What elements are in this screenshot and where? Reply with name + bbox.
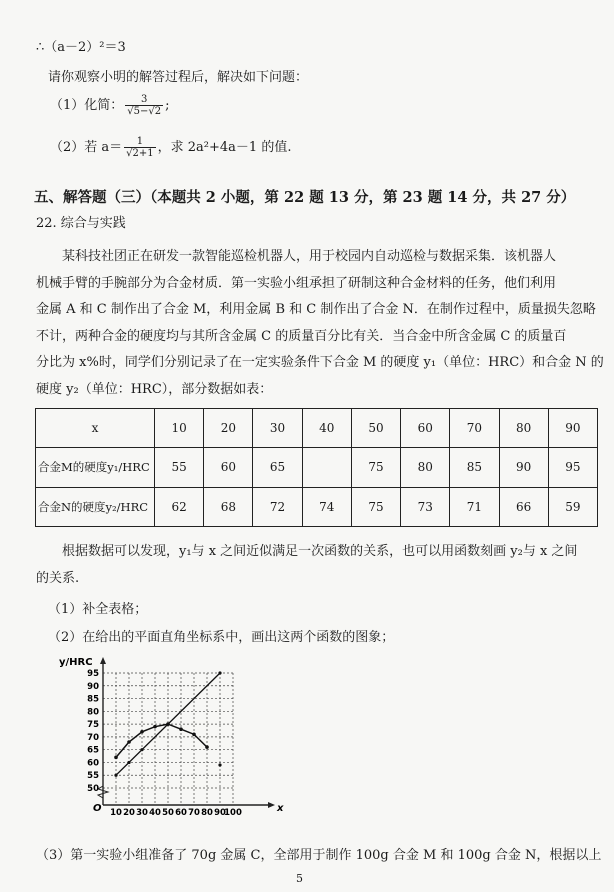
table-cell: 59 [548, 487, 597, 526]
instruction-text: 请你观察小明的解答过程后，解决如下问题： [48, 70, 309, 85]
x-tick-label: 50 [162, 808, 174, 818]
sub-question-3: （3）第一实验小组准备了 70g 金属 C，全部用于制作 100g 合金 M 和 100g 合金 N，根据以上 [36, 848, 602, 863]
point-n [140, 730, 144, 734]
x-tick-label: 80 [201, 808, 213, 818]
table-cell: 20 [204, 409, 253, 448]
paragraph-line: 根据数据可以发现，y₁与 x 之间近似满足一次函数的关系，也可以用函数刻画 y₂与 x 之间 [36, 544, 578, 559]
table-cell: 55 [155, 448, 204, 487]
q1-fraction [125, 94, 163, 117]
table-cell: 60 [204, 448, 253, 487]
table-cell: 70 [450, 409, 499, 448]
point-n [179, 727, 183, 731]
q2-prefix: （2）若 a＝ [50, 140, 123, 155]
table-cell-blank [302, 448, 351, 487]
table-row-m [36, 448, 598, 487]
table-cell: 80 [401, 448, 450, 487]
x-tick-label: 30 [136, 808, 148, 818]
table-cell: 75 [351, 487, 400, 526]
section-title: 五、解答题（三）（本题共 2 小题，第 22 题 13 分，第 23 题 14 分，共 27 分） [34, 189, 576, 206]
point-n [166, 722, 170, 726]
q1-prefix: （1）化简： [50, 98, 124, 113]
x-tick-label: 90 [214, 808, 226, 818]
hardness-table [35, 408, 598, 527]
coordinate-graph [55, 655, 285, 820]
y-axis-arrow-icon [100, 657, 106, 664]
point-m [218, 671, 221, 674]
x-tick-label: 60 [175, 808, 187, 818]
table-cell: 68 [204, 487, 253, 526]
y-tick-label: 90 [87, 681, 99, 692]
y-tick-label: 80 [87, 707, 99, 718]
y-tick-label: 75 [87, 720, 99, 731]
table-cell: 10 [155, 409, 204, 448]
table-cell: 74 [302, 487, 351, 526]
paragraph-line: 金属 A 和 C 制作出了合金 M，利用金属 B 和 C 制作出了合金 N．在制作过程中，质量损失忽略 [36, 302, 596, 317]
table-cell: 85 [450, 448, 499, 487]
paragraph-line: 机械手臂的手腕部分为合金材质．第一实验小组承担了研制这种合金材料的任务，他们利用 [36, 275, 557, 291]
point-n [192, 733, 196, 737]
table-cell: 75 [351, 448, 400, 487]
x-tick-label: 20 [123, 808, 135, 818]
page-number: 5 [296, 872, 303, 885]
point-n [205, 745, 209, 749]
table-header-x: x [36, 409, 155, 448]
table-cell: 90 [548, 409, 597, 448]
paragraph-line: 分比为 x%时，同学们分别记录了在一定实验条件下合金 M 的硬度 y₁（单位：HRC）和合金 N 的 [36, 355, 604, 370]
problem-paragraph [36, 244, 604, 403]
y-tick-label: 60 [87, 758, 99, 769]
y-tick-label: 85 [87, 694, 99, 705]
sub-question-2: （2）在给出的平面直角坐标系中，画出这两个函数的图象； [48, 630, 395, 645]
y-tick-label: 65 [87, 745, 99, 756]
table-cell: 30 [253, 409, 302, 448]
y-tick-label: 70 [87, 732, 99, 743]
y-tick-label: 50 [87, 784, 99, 794]
x-tick-label: 10 [110, 808, 122, 818]
origin-label: O [93, 803, 102, 814]
paragraph-line: 硬度 y₂（单位：HRC），部分数据如表： [36, 381, 273, 397]
q1-numerator: 3 [125, 94, 163, 106]
table-cell: 50 [351, 409, 400, 448]
question-22-label: 22. 综合与实践 [36, 216, 126, 231]
x-tick-label: 100 [224, 808, 242, 818]
table-cell: 65 [253, 448, 302, 487]
analysis-paragraph [36, 538, 577, 592]
table-row-x [36, 409, 598, 448]
equation-line: ∴（a－2）²＝3 [36, 40, 126, 55]
grid [103, 673, 233, 805]
point-m [140, 748, 143, 751]
table-header-n: 合金N的硬度y₂/HRC [36, 487, 155, 526]
table-cell: 60 [401, 409, 450, 448]
table-cell: 73 [401, 487, 450, 526]
table-cell: 80 [499, 409, 548, 448]
table-cell: 71 [450, 487, 499, 526]
q2-numerator: 1 [124, 136, 155, 148]
y-tick-label: 95 [87, 669, 99, 679]
q1-denominator: √5−√2 [127, 106, 162, 117]
point-n [153, 725, 157, 729]
question-1 [50, 94, 170, 117]
question-2 [50, 136, 291, 159]
table-cell: 40 [302, 409, 351, 448]
table-cell: 95 [548, 448, 597, 487]
q2-fraction [124, 136, 155, 159]
table-row-n [36, 487, 598, 526]
table-header-m: 合金M的硬度y₁/HRC [36, 448, 155, 487]
y-tick-label: 55 [87, 771, 99, 782]
table-cell: 90 [499, 448, 548, 487]
x-tick-label: 40 [149, 808, 161, 818]
table-cell: 72 [253, 487, 302, 526]
point-m [114, 774, 117, 777]
point-n [114, 756, 118, 760]
table-cell: 66 [499, 487, 548, 526]
point-n [218, 763, 221, 766]
ticks [87, 669, 242, 818]
y-axis-label: y/HRC [59, 657, 93, 668]
sub-question-1: （1）补全表格； [48, 602, 148, 617]
q1-suffix: ; [165, 98, 170, 113]
q2-denominator: √2+1 [126, 148, 154, 159]
point-m [127, 761, 130, 764]
x-tick-label: 70 [188, 808, 200, 818]
paragraph-line: 某科技社团正在研发一款智能巡检机器人，用于校园内自动巡检与数据采集．该机器人 [36, 249, 557, 264]
paragraph-line: 的关系. [36, 571, 80, 586]
x-axis-arrow-icon [268, 802, 275, 808]
point-n [127, 740, 131, 744]
paragraph-line: 不计，两种合金的硬度均与其所含金属 C 的质量百分比有关．当合金中所含金属 C 的质量百 [36, 328, 567, 344]
q2-suffix: ，求 2a²+4a－1 的值. [157, 140, 292, 155]
x-axis-label: x [277, 803, 284, 814]
table-cell: 62 [155, 487, 204, 526]
